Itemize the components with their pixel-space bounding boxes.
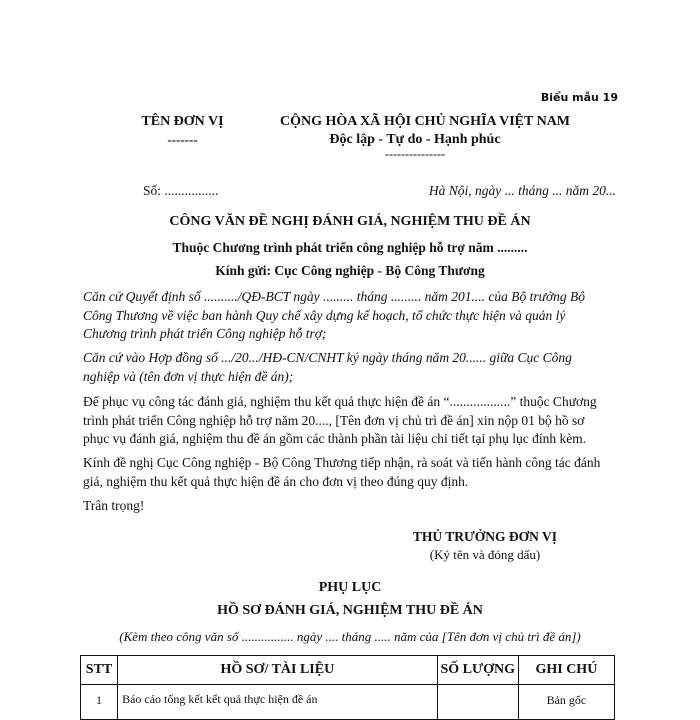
request-paragraph: Kính đề nghị Cục Công nghiệp - Bộ Công Thương tiếp nhận, rà soát và tiến hành công tác đánh giá, nghiệm thu kết quả thực hiện đề án cho đơn vị theo đúng quy định. xyxy=(83,455,601,489)
appendix-note: (Kèm theo công văn số ................ ngày .... tháng ..... năm của [Tên đơn vị chủ trì đề án]) xyxy=(119,629,581,644)
column-header-document: HỒ SƠ/ TÀI LIỆU xyxy=(118,656,438,685)
cell-quantity xyxy=(437,685,518,720)
document-subtitle: Thuộc Chương trình phát triển công nghiệp hỗ trợ năm ......... xyxy=(172,240,528,255)
column-header-stt: STT xyxy=(81,656,118,685)
document-number: Số: ................ xyxy=(143,183,219,198)
purpose-paragraph: Để phục vụ công tác đánh giá, nghiệm thu kết quả thực hiện đề án “..................” thuộc Chương trình phát triển Công nghiệp hỗ trợ năm 20...., [Tên đơn vị chủ trì đề án] xin nộp 01 bộ hồ sơ phục vụ đánh giá, nghiệm thu đề án gồm các thành phần tài liệu chi tiết tại phụ lục đính kèm. xyxy=(83,394,597,446)
place-date: Hà Nội, ngày ... tháng ... năm 20... xyxy=(428,183,616,198)
recipient: Kính gửi: Cục Công nghiệp - Bộ Công Thương xyxy=(215,263,485,278)
cell-document: Báo cáo tổng kết kết quả thực hiện đề án xyxy=(118,685,438,720)
signature-title: THỦ TRƯỞNG ĐƠN VỊ xyxy=(412,529,558,544)
country-name: CỘNG HÒA XÃ HỘI CHỦ NGHĨA VIỆT NAM xyxy=(280,114,571,129)
cell-remark: Bản gốc xyxy=(518,685,614,720)
basis-paragraph-2: Căn cứ vào Hợp đồng số .../20.../HĐ-CN/CNHT ký ngày tháng năm 20...... giữa Cục Công nghiệp và (tên đơn vị thực hiện đề án); xyxy=(83,350,572,384)
unit-name: TÊN ĐƠN VỊ xyxy=(141,114,224,129)
appendix-title: HỒ SƠ ĐÁNH GIÁ, NGHIỆM THU ĐỀ ÁN xyxy=(217,603,483,618)
table-row xyxy=(81,685,615,720)
right-separator: --------------- xyxy=(385,147,445,161)
basis-paragraph-1: Căn cứ Quyết định số ........../QĐ-BCT ngày ......... tháng ......... năm 201.... của Bộ trưởng Bộ Công Thương về việc ban hành Quy chế xây dựng kế hoạch, tổ chức thực hiện và quản lý Chương trình phát triển Công nghiệp hỗ trợ; xyxy=(83,289,586,341)
table-header-row xyxy=(81,656,615,685)
closing-line: Trân trọng! xyxy=(83,498,145,513)
header-right xyxy=(280,114,571,161)
signature-note: (Ký tên và đóng dấu) xyxy=(429,547,541,562)
motto: Độc lập - Tự do - Hạnh phúc xyxy=(329,132,501,147)
header-left xyxy=(120,114,245,148)
cell-stt: 1 xyxy=(81,685,118,720)
document-title: CÔNG VĂN ĐỀ NGHỊ ĐÁNH GIÁ, NGHIỆM THU ĐỀ ÁN xyxy=(169,214,531,229)
left-separator: ------- xyxy=(167,132,198,147)
signature-block xyxy=(385,529,585,563)
form-label: Biểu mẫu 19 xyxy=(540,91,618,104)
column-header-remark: GHI CHÚ xyxy=(518,656,614,685)
appendix-heading: PHỤ LỤC xyxy=(318,580,382,595)
column-header-quantity: SỐ LƯỢNG xyxy=(437,656,518,685)
appendix-table xyxy=(80,655,615,720)
